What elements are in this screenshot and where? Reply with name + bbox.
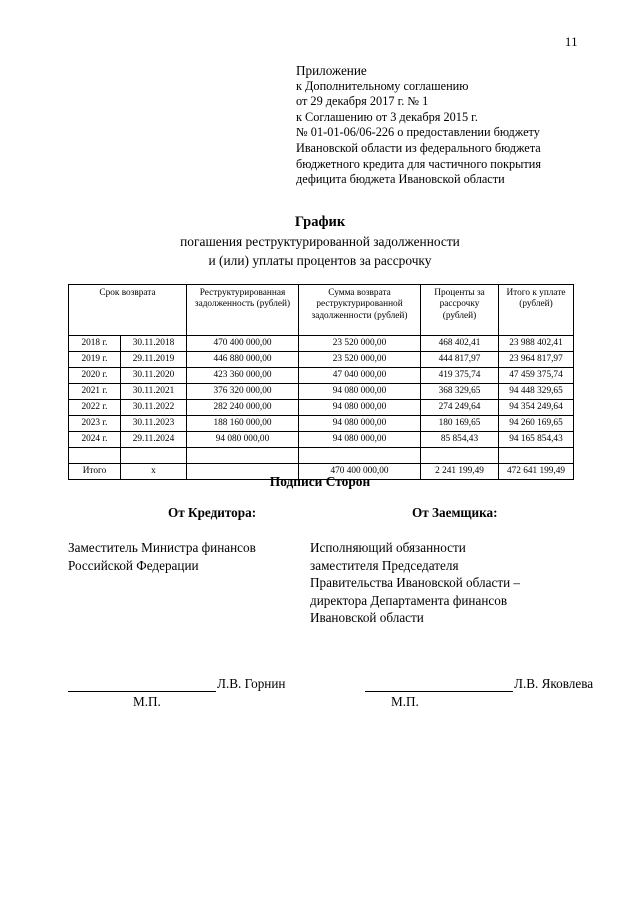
cell-total-date: x bbox=[121, 464, 187, 480]
appendix-line-2: к Дополнительному соглашению bbox=[296, 78, 469, 93]
page-title: График bbox=[294, 214, 346, 230]
cell-year: 2022 г. bbox=[69, 400, 121, 416]
cell-restructured-debt bbox=[187, 448, 299, 464]
appendix-line-1: Приложение bbox=[296, 63, 367, 78]
column-header-restructured-debt: Реструктурированная задолженность (рублей) bbox=[187, 285, 299, 336]
cell-year: 2021 г. bbox=[69, 384, 121, 400]
cell-total: 94 354 249,64 bbox=[499, 400, 574, 416]
page-number: 11 bbox=[564, 35, 578, 49]
cell-interest: 419 375,74 bbox=[421, 368, 499, 384]
cell-total: 23 964 817,97 bbox=[499, 352, 574, 368]
borrower-description-line-5: Ивановской области bbox=[310, 610, 424, 626]
cell-repayment-amount bbox=[299, 448, 421, 464]
cell-interest: 468 402,41 bbox=[421, 336, 499, 352]
column-header-interest: Проценты за рассрочку (рублей) bbox=[421, 285, 499, 336]
borrower-signature-rule[interactable] bbox=[365, 679, 513, 692]
signatures-heading: Подписи Сторон bbox=[269, 474, 371, 489]
cell-total: 94 260 169,65 bbox=[499, 416, 574, 432]
appendix-line-3: от 29 декабря 2017 г. № 1 bbox=[296, 94, 429, 109]
cell-repayment-amount: 94 080 000,00 bbox=[299, 416, 421, 432]
creditor-description-line-1: Заместитель Министра финансов bbox=[68, 540, 256, 555]
cell-repayment-amount: 94 080 000,00 bbox=[299, 400, 421, 416]
cell-year bbox=[69, 448, 121, 464]
cell-interest: 180 169,65 bbox=[421, 416, 499, 432]
borrower-description-line-1: Исполняющий обязанности bbox=[310, 540, 466, 555]
cell-total-interest: 2 241 199,49 bbox=[421, 464, 499, 480]
appendix-line-6: Ивановской области из федерального бюджета bbox=[296, 140, 541, 155]
cell-year: 2024 г. bbox=[69, 432, 121, 448]
cell-date: 29.11.2019 bbox=[121, 352, 187, 368]
cell-repayment-amount: 94 080 000,00 bbox=[299, 432, 421, 448]
appendix-line-8: дефицита бюджета Ивановской области bbox=[296, 172, 505, 187]
borrower-description bbox=[310, 539, 578, 627]
borrower-description-line-2: заместителя Председателя bbox=[310, 557, 459, 573]
cell-year: 2020 г. bbox=[69, 368, 121, 384]
creditor-description-line-2: Российской Федерации bbox=[68, 557, 199, 573]
cell-total-repayment-amount: 470 400 000,00 bbox=[299, 464, 421, 480]
cell-interest: 274 249,64 bbox=[421, 400, 499, 416]
table-row bbox=[69, 432, 574, 448]
appendix-line-5: № 01-01-06/06-226 о предоставлении бюджету bbox=[296, 125, 540, 140]
cell-total bbox=[499, 448, 574, 464]
table-row bbox=[69, 368, 574, 384]
cell-total-total: 472 641 199,49 bbox=[499, 464, 574, 480]
cell-repayment-amount: 23 520 000,00 bbox=[299, 336, 421, 352]
cell-restructured-debt: 376 320 000,00 bbox=[187, 384, 299, 400]
table-body bbox=[69, 336, 574, 480]
cell-total-label: Итого bbox=[69, 464, 121, 480]
cell-interest bbox=[421, 448, 499, 464]
creditor-signatory-name: Л.В. Горнин bbox=[217, 676, 286, 691]
cell-interest: 368 329,65 bbox=[421, 384, 499, 400]
cell-restructured-debt: 282 240 000,00 bbox=[187, 400, 299, 416]
repayment-schedule-table bbox=[68, 284, 574, 480]
table-row bbox=[69, 400, 574, 416]
column-header-total: Итого к уплате (рублей) bbox=[499, 285, 574, 336]
borrower-signature-line bbox=[365, 676, 593, 692]
cell-restructured-debt: 94 080 000,00 bbox=[187, 432, 299, 448]
cell-interest: 85 854,43 bbox=[421, 432, 499, 448]
cell-year: 2018 г. bbox=[69, 336, 121, 352]
document-title-block bbox=[0, 213, 640, 270]
cell-total: 47 459 375,74 bbox=[499, 368, 574, 384]
cell-date: 29.11.2024 bbox=[121, 432, 187, 448]
cell-repayment-amount: 94 080 000,00 bbox=[299, 384, 421, 400]
cell-restructured-debt: 470 400 000,00 bbox=[187, 336, 299, 352]
table-row bbox=[69, 384, 574, 400]
cell-date: 30.11.2022 bbox=[121, 400, 187, 416]
cell-date bbox=[121, 448, 187, 464]
cell-total: 23 988 402,41 bbox=[499, 336, 574, 352]
table-header bbox=[69, 285, 574, 336]
borrower-seal-marker: М.П. bbox=[391, 694, 419, 709]
cell-repayment-amount: 47 040 000,00 bbox=[299, 368, 421, 384]
cell-interest: 444 817,97 bbox=[421, 352, 499, 368]
table-row bbox=[69, 416, 574, 432]
table-header-row bbox=[69, 285, 574, 336]
cell-restructured-debt: 446 880 000,00 bbox=[187, 352, 299, 368]
cell-total: 94 165 854,43 bbox=[499, 432, 574, 448]
creditor-seal-marker: М.П. bbox=[133, 694, 161, 709]
borrower-description-line-4: директора Департамента финансов bbox=[310, 592, 508, 608]
cell-date: 30.11.2018 bbox=[121, 336, 187, 352]
cell-repayment-amount: 23 520 000,00 bbox=[299, 352, 421, 368]
borrower-description-line-3: Правительства Ивановской области – bbox=[310, 575, 521, 591]
appendix-line-7: бюджетного кредита для частичного покрытия bbox=[296, 156, 542, 171]
creditor-label: От Кредитора: bbox=[168, 505, 257, 520]
table-spacer-row bbox=[69, 448, 574, 464]
cell-date: 30.11.2021 bbox=[121, 384, 187, 400]
cell-year: 2019 г. bbox=[69, 352, 121, 368]
cell-date: 30.11.2023 bbox=[121, 416, 187, 432]
repayment-schedule-table-container bbox=[68, 284, 573, 480]
cell-total: 94 448 329,65 bbox=[499, 384, 574, 400]
cell-restructured-debt: 423 360 000,00 bbox=[187, 368, 299, 384]
cell-year: 2023 г. bbox=[69, 416, 121, 432]
cell-restructured-debt: 188 160 000,00 bbox=[187, 416, 299, 432]
document-subtitle-line-1: погашения реструктурированной задолженности bbox=[180, 234, 460, 249]
column-header-term: Срок возврата bbox=[69, 285, 187, 336]
column-header-repayment-amount: Сумма возврата реструктурированной задолженности (рублей) bbox=[299, 285, 421, 336]
creditor-description bbox=[68, 539, 318, 574]
appendix-reference-block bbox=[296, 63, 586, 188]
creditor-signature-rule[interactable] bbox=[68, 679, 216, 692]
cell-date: 30.11.2020 bbox=[121, 368, 187, 384]
table-row bbox=[69, 352, 574, 368]
table-row bbox=[69, 336, 574, 352]
appendix-line-4: к Соглашению от 3 декабря 2015 г. bbox=[296, 109, 478, 124]
creditor-signature-line bbox=[68, 676, 285, 692]
borrower-label: От Заемщика: bbox=[412, 505, 498, 520]
borrower-signatory-name: Л.В. Яковлева bbox=[514, 676, 594, 691]
document-subtitle-line-2: и (или) уплаты процентов за рассрочку bbox=[208, 253, 432, 268]
